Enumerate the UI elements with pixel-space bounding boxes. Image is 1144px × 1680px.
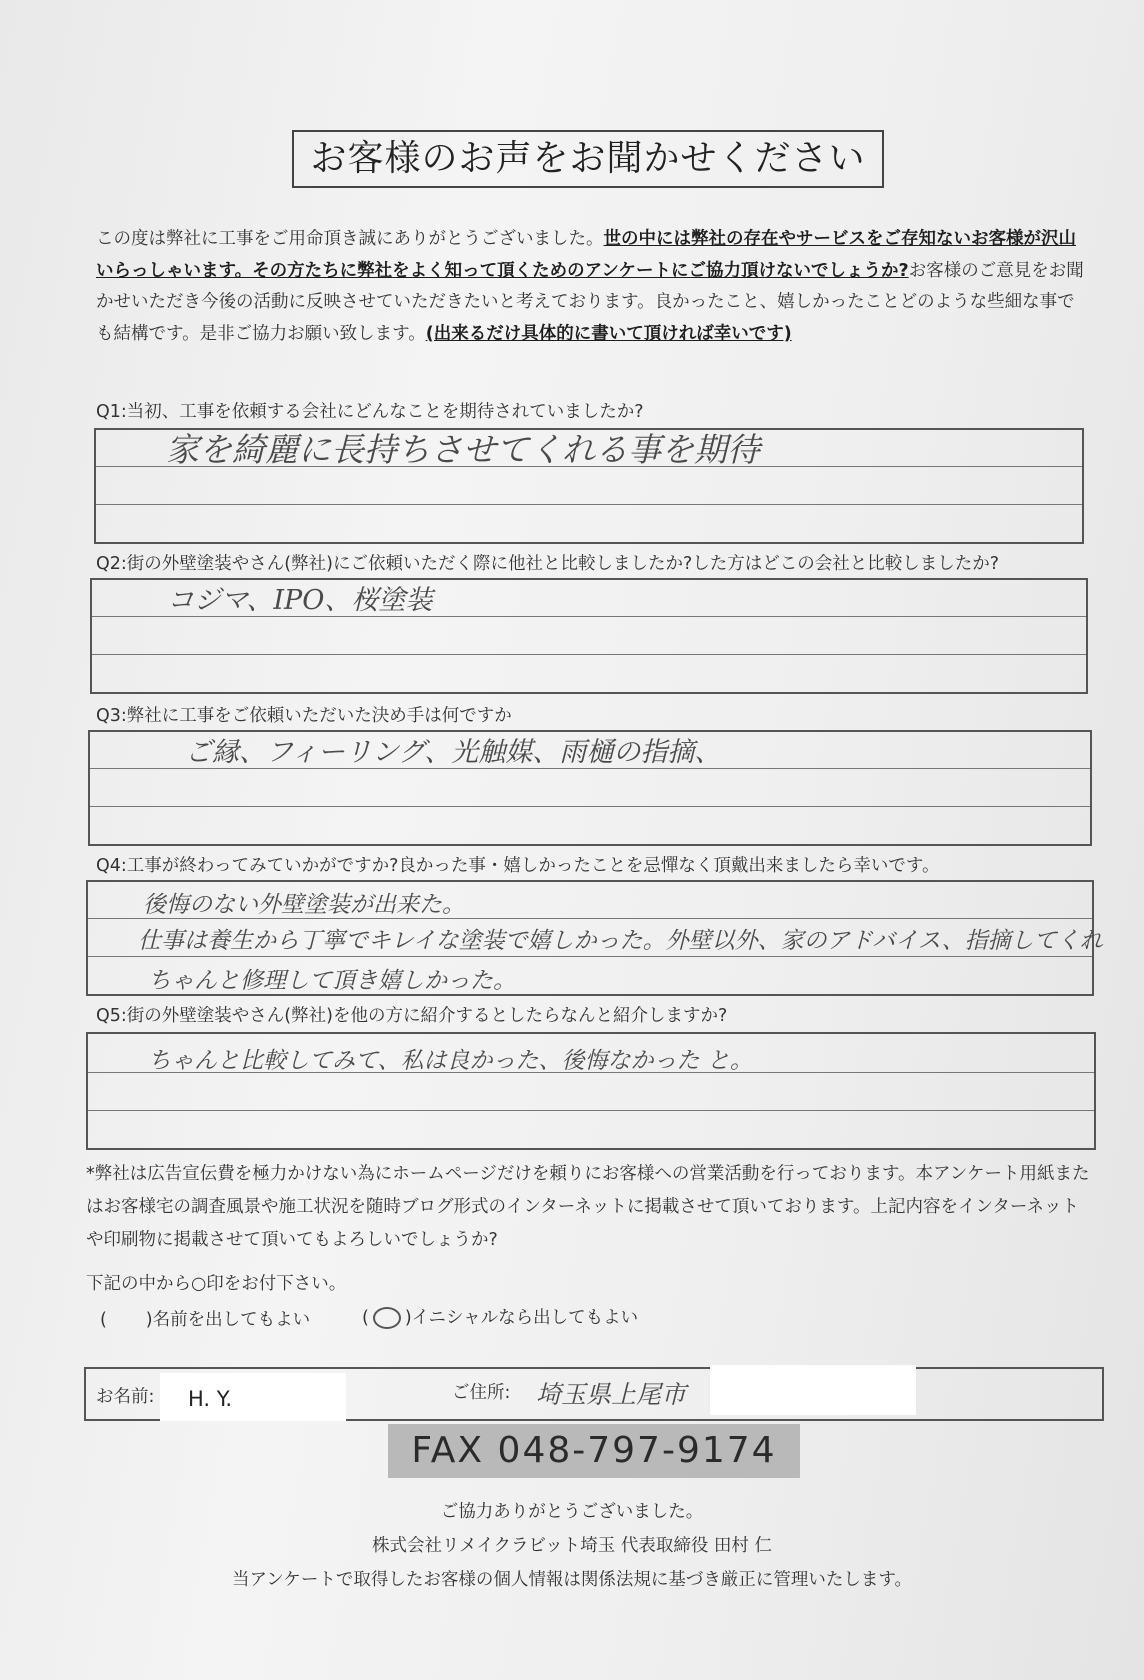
- circle-instruction: 下記の中から○印をお付下さい。: [86, 1274, 347, 1294]
- question-3-label: Q3:弊社に工事をご依頼いただいた決め手は何ですか: [96, 706, 512, 726]
- answer-box-4: [86, 880, 1103, 996]
- address-redaction: [710, 1365, 916, 1415]
- intro-paragraph: [96, 224, 1086, 350]
- intro-text-2: 世の中には弊社の存在やサービスをご存知ないお客様が沢山いらっしゃいます。その方たちに弊社をよく知って頂くためのアンケートにご協力頂けないでしょうか?: [96, 229, 1076, 281]
- answer-box-5: [86, 1032, 1096, 1150]
- answer-box-2: [90, 578, 1088, 694]
- customer-info-box: [84, 1367, 1104, 1421]
- answer-4-line-1: 後悔のない外壁塗装が出来た。: [143, 892, 465, 918]
- name-value: H. Y.: [188, 1387, 233, 1411]
- answer-1-line-1: 家を綺麗に長持ちさせてくれる事を期待: [166, 430, 760, 469]
- option-name-ok-label: 名前を出してもよい: [152, 1310, 311, 1330]
- address-label: ご住所:: [452, 1383, 511, 1403]
- answer-box-1: [94, 428, 1084, 544]
- thanks-text: ご協力ありがとうございました。: [440, 1502, 704, 1522]
- intro-text-3: お客様のご意見をお聞かせいただき今後の活動に反映させていただきたいと考えております。良かったこと、嬉しかったことどのような些細な事でも結構です。是非ご協力お願い致します。: [96, 260, 1084, 344]
- address-value: 埼玉県上尾市: [536, 1380, 687, 1409]
- option-initial-ok[interactable]: ( )イニシャルなら出してもよい: [362, 1308, 639, 1328]
- publication-notice: *弊社は広告宣伝費を極力かけない為にホームページだけを頼りにお客様への営業活動を行っております。本アンケート用紙またはお客様宅の調査風景や施工状況を随時ブログ形式のインターネットに掲載させて頂いております。上記内容をインターネットや印刷物に掲載させて頂いてもよろしいでしょうか?: [86, 1164, 1090, 1250]
- question-5-label: Q5:街の外壁塗装やさん(弊社)を他の方に紹介するとしたらなんと紹介しますか?: [96, 1006, 728, 1026]
- answer-4-line-3: ちゃんと修理して頂き嬉しかった。: [148, 968, 516, 994]
- name-label: お名前:: [96, 1387, 155, 1407]
- option-name-ok[interactable]: ( )名前を出してもよい: [100, 1310, 311, 1330]
- company-text: 株式会社リメイクラビット埼玉 代表取締役 田村 仁: [372, 1536, 772, 1556]
- selected-circle-mark: [373, 1307, 401, 1329]
- answer-5-line-1: ちゃんと比較してみて、私は良かった、後悔なかった と。: [148, 1048, 753, 1074]
- fax-number: FAX 048-797-9174: [388, 1424, 800, 1478]
- question-1-label: Q1:当初、工事を依頼する会社にどんなことを期待されていましたか?: [96, 402, 644, 422]
- question-4-label: Q4:工事が終わってみていかがですか?良かった事・嬉しかったことを忌憚なく頂戴出来ましたら幸いです。: [96, 856, 940, 876]
- answer-3-line-1: ご縁、フィーリング、光触媒、雨樋の指摘、: [185, 737, 722, 768]
- page-title: お客様のお声をお聞かせください: [292, 130, 884, 188]
- intro-text-1: この度は弊社に工事をご用命頂き誠にありがとうございました。: [96, 229, 604, 249]
- answer-box-3: [88, 730, 1092, 846]
- question-2-label: Q2:街の外壁塗装やさん(弊社)にご依頼いただく際に他社と比較しましたか?した方はどこの会社と比較しましたか?: [96, 554, 1000, 574]
- answer-4-line-2: 仕事は養生から丁寧でキレイな塗装で嬉しかった。外壁以外、家のアドバイス、指摘してくれ: [138, 928, 1103, 954]
- answer-2-line-1: コジマ、IPO、桜塗装: [167, 585, 433, 616]
- privacy-text: 当アンケートで取得したお客様の個人情報は関係法規に基づき厳正に管理いたします。: [231, 1570, 913, 1590]
- option-initial-ok-label: イニシャルなら出してもよい: [411, 1308, 639, 1328]
- intro-text-4: (出来るだけ具体的に書いて頂ければ幸いです): [425, 323, 792, 344]
